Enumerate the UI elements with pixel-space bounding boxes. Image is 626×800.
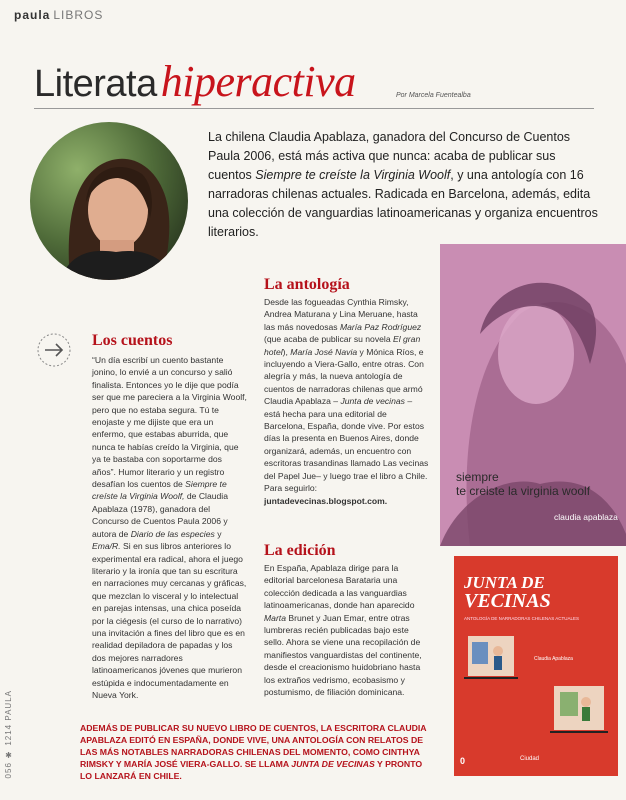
article-lead	[208, 128, 602, 242]
section-label: LIBROS	[53, 8, 104, 22]
book-cover-junta	[454, 556, 618, 776]
page-number: 056 ✱ 1214 PAULA	[4, 690, 13, 779]
cover2-title-line1: JUNTA DE	[464, 573, 545, 592]
edicion-name-1: Marta	[264, 612, 286, 623]
antologia-body	[264, 296, 430, 507]
title-main: Literata	[34, 63, 157, 105]
portrait-image	[30, 122, 188, 280]
caption-text-end: Y PRONTO LO LANZARÁ EN CHILE.	[80, 759, 423, 781]
edicion-column	[264, 542, 430, 698]
antologia-text-1: Desde las fogueadas Cynthia Rimsky, Andrea Maturana y Lina Meruane, hasta las más novedosas	[264, 297, 418, 332]
cuentos-text-4: Si en sus libros anteriores lo experimental era radical, ahora el juego literario y la ironía que tan su escritura en narraciones muy cercanas y gráficas, que mezclan lo visceral y lo intelectual en parejas intensas, una chica poseída por la ciégesis (el curso de lo narrativo) una invitación a fines del libro que es en realidad depiladora de papadas y los dos mejores narradores latinoamericanos jóvenes que murieron estúpida e indocumentadamente en Nueva York.	[92, 541, 247, 700]
antologia-heading: La antología	[264, 276, 350, 293]
cover1-author: claudia apablaza	[554, 512, 618, 522]
cover-photo-image	[440, 244, 626, 546]
cover2-editor: Claudia Apablaza	[534, 656, 573, 662]
cuentos-body	[92, 354, 248, 701]
antologia-name-2: María José Navia	[290, 346, 358, 357]
antologia-book-1: El gran hotel	[264, 334, 421, 357]
edicion-body	[264, 562, 430, 698]
title-rule	[34, 108, 594, 109]
cuentos-book-3: Ema/R.	[92, 541, 121, 552]
antologia-text-2: (que acaba de publicar su novela	[264, 334, 391, 345]
title-accent: hiperactiva	[160, 57, 356, 106]
byline: Por Marcela Fuentealba	[396, 92, 471, 99]
arrow-right-icon	[36, 332, 72, 368]
cover2-title-line2: VECINAS	[464, 590, 551, 612]
antologia-text-5: – está hecha para una editorial de Barcelona, España, donde vive. Por estos días la presenta en Buenos Aires, donde organizará, además, un encuentro con escritoras trasandinas llamado Las vecinas del Papel Jue– y luego trae el libro a Chile. Para seguirlo:	[264, 396, 429, 494]
edicion-text-1: En España, Apablaza dirige para la editorial barcelonesa Barataria una colección dedicada a las vanguardias latinoamericanas, donde han aparecido	[264, 563, 415, 611]
photo-caption	[80, 722, 430, 782]
cuentos-heading: Los cuentos	[92, 332, 173, 349]
book-cover-siempre	[440, 244, 626, 546]
antologia-column	[264, 276, 430, 507]
lead-book-title: Siempre te creíste la Virginia Woolf	[255, 168, 451, 182]
edicion-heading: La edición	[264, 542, 336, 559]
caption-book-title: JUNTA DE VECINAS	[291, 759, 375, 769]
cover1-title-line2: te creiste la virginia woolf	[456, 484, 591, 498]
lead-text-1: La chilena Claudia Apablaza, ganadora del Concurso de Cuentos Paula 2006, está más activa que nunca: acaba de publicar sus cuentos	[208, 130, 571, 182]
cover2-count: 0	[460, 756, 466, 766]
cover1-title-line1: siempre	[456, 470, 499, 484]
cover2-subtitle: ANTOLOGÍA DE NARRADORAS CHILENAS ACTUALES	[464, 616, 579, 621]
cuentos-text-1: “Un día escribí un cuento bastante jonino, lo envié a un concurso y salió finalista. Entonces yo le dije que podía ser que me pareciera a la Virginia Woolf, pero que no estaba segura. Tú te enojaste y me dijiste que era un enfermo, que estabas aburrida, que nunca te habías creído la Virginia, que ya te bastaba con soportarme dos años”. Humor literario y un registro desafían los cuentos de	[92, 355, 247, 490]
antologia-book-2: Junta de vecinas	[340, 396, 405, 407]
antologia-blog-link[interactable]: juntadevecinas.blogspot.com.	[264, 495, 388, 506]
section-tag	[14, 8, 103, 22]
cuentos-text-2: de Claudia Apablaza (1978), ganadora del Concurso de Cuentos Paula 2006 y autora de	[92, 491, 228, 539]
cuentos-book-2: Diario de las especies	[130, 528, 215, 539]
antologia-text-3: ),	[282, 346, 288, 357]
antologia-text-4: y Mónica Ríos, e incluyendo a Viera-Gallo, entre otras. Con alegría y más, la nueva antología de cuentos de narradoras chilenas que armó Claudia Apablaza –	[264, 346, 424, 407]
cover1-title	[456, 470, 590, 498]
author-portrait	[30, 122, 188, 280]
lead-text-2: , y una antología con 16 narradoras chilenas actuales. Radicada en Barcelona, además, edita una colección de vanguardias latinoamericanas y organiza encuentros literarios.	[208, 168, 598, 239]
cover2-illustration-image	[454, 556, 618, 776]
caption-text: ADEMÁS DE PUBLICAR SU NUEVO LIBRO DE CUENTOS, LA ESCRITORA CLAUDIA APABLAZA EDITÓ EN ESPAÑA, DONDE VIVE, UNA ANTOLOGÍA CON RELATOS DE LAS MÁS NOTABLES NARRADORAS CHILENAS DEL MOMENTO, COMO CINTHYA RIMSKY Y MARÍA JOSÉ VIERA-GALLO. SE LLAMA	[80, 723, 427, 769]
cuentos-text-3: y	[217, 528, 222, 539]
cuentos-book-1: Siempre te creíste la Virginia Woolf,	[92, 479, 227, 502]
edicion-text-2: Brunet y Juan Emar, entre otras lumbreras recién publicadas bajo este sello. Ahora se viene una recopilación de manifiestos vanguardistas del continente, desde el creacionismo huidobriano hasta los extraños vedrismo, ecobasismo y postumismo, de filiación dominicana.	[264, 612, 422, 698]
article-title	[34, 56, 356, 107]
cuentos-column	[92, 332, 248, 701]
cover2-publisher: Ciudad	[520, 756, 540, 762]
antologia-name-1: María Paz Rodríguez	[339, 321, 422, 332]
brand-name: paula	[14, 8, 51, 22]
